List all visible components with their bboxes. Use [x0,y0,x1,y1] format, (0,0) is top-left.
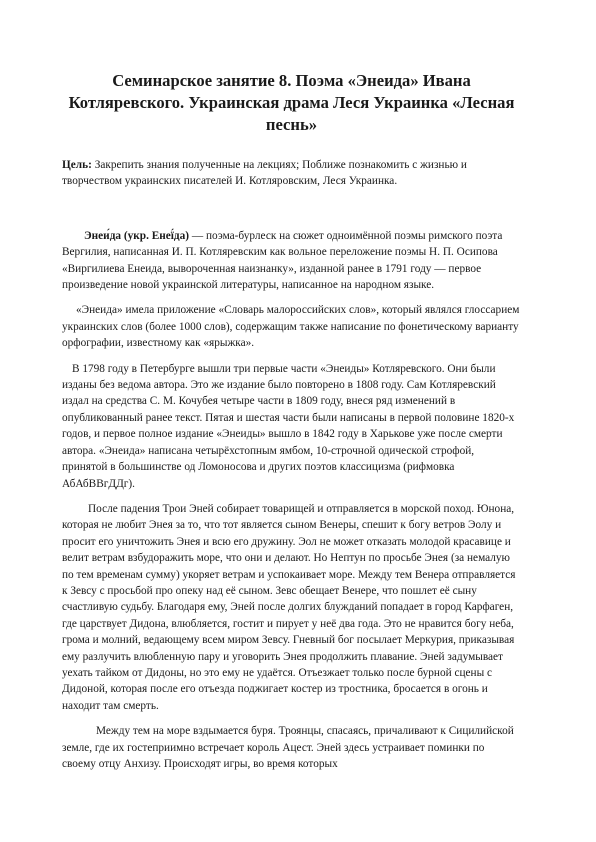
goal-label: Цель: [62,159,92,171]
paragraph-plot-sicily: Между тем на море вздымается буря. Троянцы, спасаясь, причаливают к Сицилийской земле, где их гостеприимно встречает король Ацест. Эней здесь устраивает поминки по своему отцу Анхизу. Происходят игры, во время которых [62,725,514,770]
goal-paragraph [62,157,521,190]
goal-text: Закрепить знания полученные на лекциях; Поближе познакомить с жизнью и творчеством украинских писателей И. Котляровским, Леся Украинка. [62,159,467,188]
aeneid-term: Энеи́да (укр. Енеї́да) [84,229,190,242]
document-title: Семинарское занятие 8. Поэма «Энеида» Ивана Котляревского. Украинская драма Леся Украинка «Лесная песнь» [68,71,515,134]
paragraph-dictionary: «Энеида» имела приложение «Словарь малороссийских слов», который являлся глоссарием украинских слов (более 1000 слов), содержащим также написание по фонетическому варианту орфографии, известному как «ярыжка». [62,304,520,350]
aeneid-intro-text: — поэма-бурлеск на сюжет одноимённой поэмы римского поэта Вергилия, написанная И. П. Котляревским как вольное переложение поэмы Н. П. Осипова «Виргилиева Енеида, вывороченная наизнанку», изданной ранее в 1791 году — первое произведение новой украинской литературы, написанное на народном языке. [62,229,503,292]
paragraph-plot-carthage: После падения Трои Эней собирает товарищей и отправляется в морской поход. Юнона, которая не любит Энея за то, что тот является сыном Венеры, спешит к богу ветров Эолу и просит его уничтожить Энея и всю его дружину. Эол не может отказать молодой красавице и велит ветрам взбудоражить море, что они и делают. Но Нептун по просьбе Энея (за немалую по тем временам сумму) укоряет ветрам и успокаивает море. Между тем Венера отправляется к Зевсу с просьбой про опеку над её сыном. Зевс обещает Венере, что пошлет её сыну счастливую судьбу. Благодаря ему, Эней после долгих блужданий попадает в город Карфаген, где царствует Дидона, влюбляется, гостит и пирует у неё два года. Это не нравится богу неба, грома и молний, ведающему всем миром Зевсу. Гневный бог посылает Меркурия, приказывая ему разлучить влюбленную пару и уговорить Энея продолжить плавание. Эней задумывает уехать тайком от Дидоны, но это ему не удаётся. Отъезжает только после бурной сцены с Дидоной, которая после его отъезда поджигает костер из тростника, бросается в огонь и находит там смерть. [62,502,516,712]
paragraph-aeneid-intro [62,228,521,294]
paragraph-publication-history: В 1798 году в Петербурге вышли три первые части «Энеиды» Котляревского. Они были изданы без ведома автора. Это же издание было повторено в 1808 году. Сам Котляревский издал на средства С. М. Кочубея четыре части в 1809 году, внеся ряд изменений в опубликованный ранее текст. Пятая и шестая части были написаны в первой половине 1820-х годов, и первое полное издание «Энеиды» вышло в 1842 году в Харькове уже после смерти автора. «Энеида» написана четырёхстопным ямбом, 10-строчной одической строфой, принятой в большинстве од Ломоносова и других поэтов классицизма (рифмовка АбАбВВгДДг). [62,362,515,490]
